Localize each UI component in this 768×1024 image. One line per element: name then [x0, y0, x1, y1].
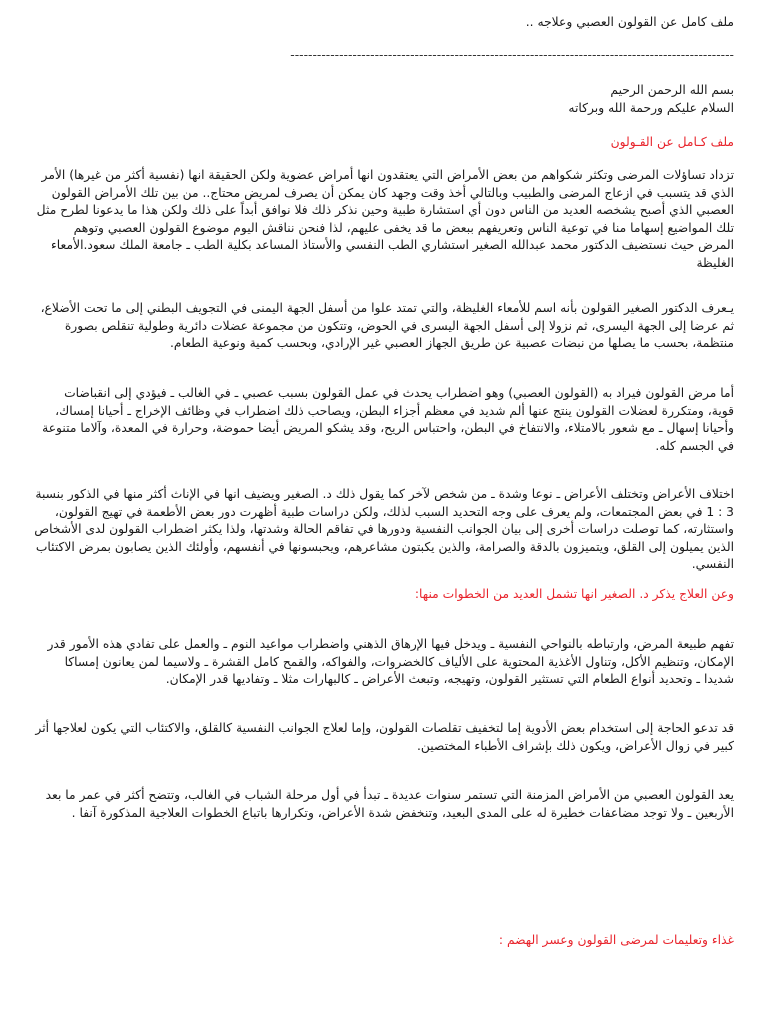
document-title: ملف كامل عن القولون العصبي وعلاجه ..	[525, 15, 734, 29]
paragraph-steps: تفهم طبيعة المرض، وارتباطه بالنواحي النفسية ـ ويدخل فيها الإرهاق الذهني واضطراب مواعيد النوم ـ والعمل على تفادي هذه الأمور قدر الإمكان، وتنظيم الأكل، وتناول الأغذية المحتوية على الألياف كالخضروات، والفواكه، والقمح كامل القشرة ـ ولاسيما لمن يعانون إمساكا شديدا ـ وتحديد أنواع الطعام التي تستثير القولون، وتهيجه، وتبعث الأعراض ـ كالبهارات مثلا ـ وتفاديها قدر الإمكان.	[47, 637, 734, 686]
next-section-title: غذاء وتعليمات لمرضى القولون وعسر الهضم :	[498, 933, 734, 947]
paragraph-definition: يـعرف الدكتور الصغير القولون بأنه اسم للأمعاء الغليظة، والتي تمتد علوا من أسفل الجهة اليمنى في التجويف البطني إلى ما تحت الأضلاع، ثم عرضا إلى الجهة اليسرى، ثم نزولا إلى أسفل الجهة اليسرى في الحوض، وتتكون من مجموعة عضلات دائرية وطولية تنقلص بصورة منتظمة، بحسب ما يصلها من نبضات عصبية عن طريق الجهاز العصبي غير الإرادي، وبحسب كمية ونوعية الطعام.	[40, 301, 734, 350]
paragraph-medication: قد تدعو الحاجة إلى استخدام بعض الأدوية إما لتخفيف تقلصات القولون، وإما لعلاج الجوانب النفسية كالقلق، والاكتئاب التي يكون لعلاجها أثر كبير في زوال الأعراض، ويكون ذلك بإشراف الأطباء المختصين.	[35, 721, 734, 753]
section-title: ملف كـامل عن القـولون	[610, 135, 734, 149]
paragraph-disease: أما مرض القولون فيراد به (القولون العصبي) وهو اضطراب يحدث في عمل القولون بسبب عصبي ـ في الغالب ـ فيؤدي إلى انقباضات قوية، ومتكررة لعضلات القولون ينتج عنها ألم شديد في معظم أجزاء البطن، ويصاحب ذلك اضطراب في وظائف الإخراج ـ أحيانا إمساك، وأحيانا إسهال ـ مع شعور بالامتلاء، والانتفاخ في البطن، واحتباس الريح، وقد يشكو المريض أيضا حموضة، وحرارة في المعدة، وآلاما متنوعة في الجسم كله.	[42, 386, 734, 453]
basmala: بسم الله الرحمن الرحيم	[610, 83, 734, 97]
paragraph-symptoms: اختلاف الأعراض وتختلف الأعراض ـ نوعا وشدة ـ من شخص لآخر كما يقول ذلك د. الصغير ويضيف انها في الإناث أكثر منها في الذكور بنسبة 3 : 1 في بعض المجتمعات، ولم يعرف على وجه التحديد السبب لذلك، ولكن دراسات طبية أظهرت دور بعض الأطعمة في تهيج القولون، واستثارته، كما توصلت دراسات أخرى إلى بيان الجوانب النفسية ودورها في تفاقم الحالة وشدتها، ولذا يكثر اضطراب القولون لدى الأشخاص الذين يميلون إلى القلق، ويتميزون بالدقة والصرامة، والذين يكبتون مشاعرهم، ويحبسونها في أنفسهم، وأولئك الذين يصابون بمرض الاكتئاب النفسي.	[34, 487, 734, 571]
paragraph-chronic: يعد القولون العصبي من الأمراض المزمنة التي تستمر سنوات عديدة ـ تبدأ في أول مرحلة الشباب في الغالب، وتتضح أكثر في عمر ما بعد الأربعين ـ ولا توجد مضاعفات خطيرة له على المدى البعيد، وتنخفض شدة الأعراض، وتكرارها باتباع الخطوات العلاجية المذكورة آنفا .	[45, 788, 734, 820]
separator-line: ----------------------------------------------------------------------------------------------------	[290, 48, 734, 62]
paragraph-intro: تزداد تساؤلات المرضى وتكثر شكواهم من بعض الأمراض التي يعتقدون انها أمراض عضوية ولكن الحقيقة انها (نفسية أكثر من غيرها) الأمر الذي قد يتسبب في ازعاج المرضى والطبيب وبالتالي أخذ وقت وجهد كان يمكن أن يصرف لمريض محتاج.. من بين تلك الأمراض القولون العصبي الذي أصبح يشخصه العديد من الناس دون أي استشارة طبية وحين نذكر ذلك فلا نوافق أبداً على ذلك ولكن هذا ما يدعونا لطرح مثل تلك المواضيع إسهاما منا في توعية الناس وتعريفهم ببعض ما قد يخفى عليهم، لذا فنحن نناقش اليوم موضوع القولون العصبي وتوهم المرض حيث نستضيف الدكتور محمد عبدالله الصغير استشاري الطب النفسي والأستاذ المساعد بكلية الطب ـ جامعة الملك سعود.الأمعاء الغليظة	[36, 168, 734, 270]
salam: السلام عليكم ورحمة الله وبركاته	[568, 100, 734, 115]
treatment-heading: وعن العلاج يذكر د. الصغير انها تشمل العديد من الخطوات منها:	[414, 587, 734, 601]
greeting	[34, 82, 734, 117]
